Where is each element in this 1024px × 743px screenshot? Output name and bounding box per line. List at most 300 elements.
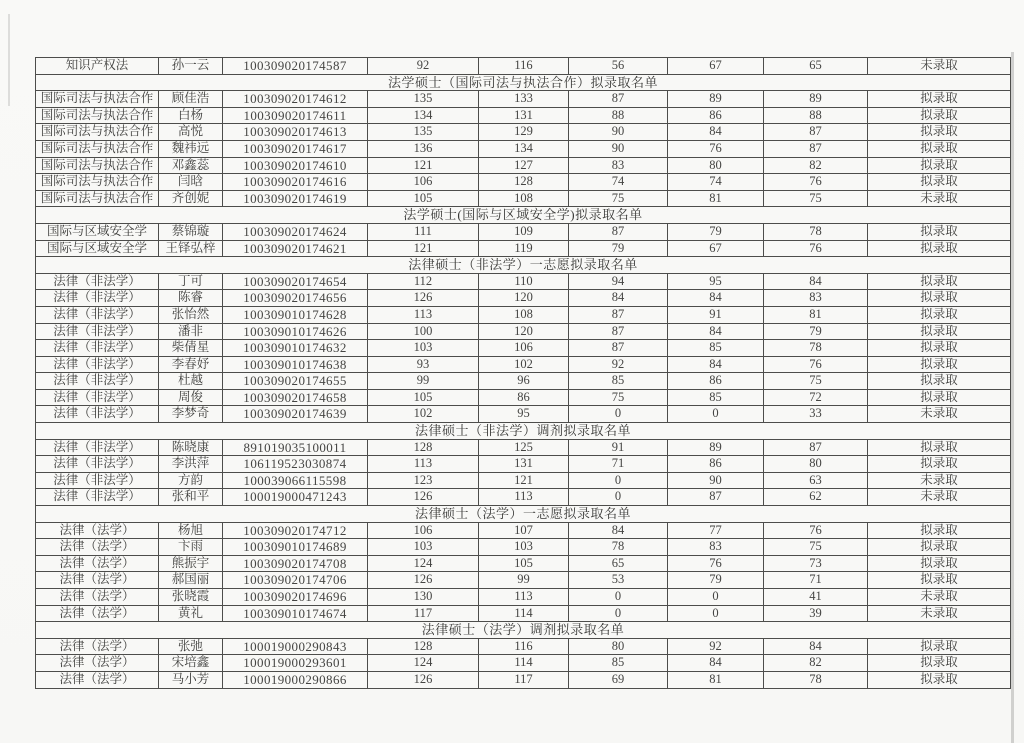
cell-candidate-id: 100309020174655 xyxy=(223,373,368,390)
cell-status: 拟录取 xyxy=(868,273,1011,290)
cell-name: 周俊 xyxy=(159,389,223,406)
cell-program: 法律（法学） xyxy=(36,605,159,622)
cell-score-5: 87 xyxy=(764,124,868,141)
cell-name: 闫晗 xyxy=(159,174,223,191)
cell-score-2: 133 xyxy=(479,91,569,108)
cell-score-3: 53 xyxy=(569,572,668,589)
cell-program: 国际司法与执法合作 xyxy=(36,174,159,191)
table-row xyxy=(36,472,1011,489)
section-header-row xyxy=(36,622,1011,639)
cell-score-1: 126 xyxy=(368,572,479,589)
cell-name: 宋培鑫 xyxy=(159,655,223,672)
cell-program: 国际与区域安全学 xyxy=(36,240,159,257)
cell-program: 法律（法学） xyxy=(36,555,159,572)
cell-score-1: 128 xyxy=(368,638,479,655)
cell-candidate-id: 100309010174628 xyxy=(223,306,368,323)
cell-score-1: 126 xyxy=(368,290,479,307)
cell-score-5: 78 xyxy=(764,340,868,357)
cell-score-5: 76 xyxy=(764,174,868,191)
cell-score-4: 0 xyxy=(668,605,764,622)
cell-score-3: 87 xyxy=(569,223,668,240)
cell-status: 拟录取 xyxy=(868,340,1011,357)
table-row xyxy=(36,290,1011,307)
section-header-row xyxy=(36,257,1011,274)
cell-score-1: 123 xyxy=(368,472,479,489)
cell-score-3: 80 xyxy=(569,638,668,655)
table-row xyxy=(36,655,1011,672)
cell-score-3: 87 xyxy=(569,91,668,108)
cell-name: 王铎弘梓 xyxy=(159,240,223,257)
table-row xyxy=(36,572,1011,589)
cell-score-2: 113 xyxy=(479,489,569,506)
cell-status: 拟录取 xyxy=(868,91,1011,108)
cell-program: 法律（法学） xyxy=(36,522,159,539)
cell-score-5: 39 xyxy=(764,605,868,622)
cell-candidate-id: 100309010174638 xyxy=(223,356,368,373)
cell-program: 法律（非法学） xyxy=(36,389,159,406)
cell-score-4: 89 xyxy=(668,439,764,456)
cell-score-5: 33 xyxy=(764,406,868,423)
cell-score-3: 65 xyxy=(569,555,668,572)
cell-score-3: 94 xyxy=(569,273,668,290)
cell-program: 法律（非法学） xyxy=(36,290,159,307)
cell-score-3: 75 xyxy=(569,389,668,406)
cell-score-2: 121 xyxy=(479,472,569,489)
cell-score-4: 76 xyxy=(668,555,764,572)
cell-score-4: 89 xyxy=(668,91,764,108)
table-row xyxy=(36,456,1011,473)
cell-score-4: 79 xyxy=(668,223,764,240)
cell-score-2: 99 xyxy=(479,572,569,589)
table-row xyxy=(36,605,1011,622)
cell-name: 张弛 xyxy=(159,638,223,655)
cell-score-5: 76 xyxy=(764,240,868,257)
table-row xyxy=(36,157,1011,174)
cell-score-1: 113 xyxy=(368,456,479,473)
cell-score-3: 0 xyxy=(569,472,668,489)
cell-candidate-id: 100019000293601 xyxy=(223,655,368,672)
cell-name: 杨旭 xyxy=(159,522,223,539)
cell-score-4: 81 xyxy=(668,671,764,688)
cell-score-1: 105 xyxy=(368,190,479,207)
cell-score-5: 84 xyxy=(764,638,868,655)
section-header-row xyxy=(36,506,1011,523)
cell-score-1: 103 xyxy=(368,539,479,556)
cell-status: 拟录取 xyxy=(868,555,1011,572)
cell-program: 国际与区域安全学 xyxy=(36,223,159,240)
cell-score-5: 62 xyxy=(764,489,868,506)
cell-candidate-id: 100309020174654 xyxy=(223,273,368,290)
cell-score-5: 88 xyxy=(764,107,868,124)
table-row xyxy=(36,58,1011,75)
cell-program: 法律（非法学） xyxy=(36,373,159,390)
cell-candidate-id: 100309020174611 xyxy=(223,107,368,124)
table-row xyxy=(36,107,1011,124)
cell-program: 法律（非法学） xyxy=(36,489,159,506)
cell-candidate-id: 100019000290843 xyxy=(223,638,368,655)
table-row xyxy=(36,91,1011,108)
cell-score-1: 92 xyxy=(368,58,479,75)
cell-name: 张和平 xyxy=(159,489,223,506)
cell-score-4: 86 xyxy=(668,373,764,390)
section-header-row xyxy=(36,74,1011,91)
cell-status: 拟录取 xyxy=(868,174,1011,191)
cell-score-1: 126 xyxy=(368,671,479,688)
section-title: 法律硕士（非法学）一志愿拟录取名单 xyxy=(36,257,1011,274)
cell-score-2: 131 xyxy=(479,456,569,473)
cell-program: 国际司法与执法合作 xyxy=(36,157,159,174)
admission-table-body xyxy=(36,58,1011,689)
cell-name: 卞雨 xyxy=(159,539,223,556)
cell-score-4: 85 xyxy=(668,389,764,406)
cell-score-1: 100 xyxy=(368,323,479,340)
cell-score-1: 117 xyxy=(368,605,479,622)
cell-score-3: 84 xyxy=(569,290,668,307)
cell-score-3: 75 xyxy=(569,190,668,207)
cell-score-1: 135 xyxy=(368,124,479,141)
cell-name: 邓鑫蕊 xyxy=(159,157,223,174)
cell-score-2: 114 xyxy=(479,655,569,672)
cell-candidate-id: 100309020174696 xyxy=(223,589,368,606)
table-row xyxy=(36,389,1011,406)
cell-status: 拟录取 xyxy=(868,572,1011,589)
table-row xyxy=(36,174,1011,191)
section-header-row xyxy=(36,423,1011,440)
cell-score-3: 79 xyxy=(569,240,668,257)
cell-candidate-id: 100309020174712 xyxy=(223,522,368,539)
cell-score-5: 75 xyxy=(764,190,868,207)
cell-score-5: 89 xyxy=(764,91,868,108)
cell-score-1: 128 xyxy=(368,439,479,456)
cell-status: 未录取 xyxy=(868,190,1011,207)
cell-score-5: 63 xyxy=(764,472,868,489)
table-row xyxy=(36,306,1011,323)
cell-score-2: 129 xyxy=(479,124,569,141)
cell-candidate-id: 100309020174610 xyxy=(223,157,368,174)
cell-score-2: 109 xyxy=(479,223,569,240)
cell-score-1: 112 xyxy=(368,273,479,290)
cell-name: 蔡锦璇 xyxy=(159,223,223,240)
cell-candidate-id: 100309020174613 xyxy=(223,124,368,141)
cell-program: 法律（法学） xyxy=(36,589,159,606)
cell-score-2: 116 xyxy=(479,638,569,655)
cell-score-4: 77 xyxy=(668,522,764,539)
cell-score-1: 111 xyxy=(368,223,479,240)
cell-candidate-id: 100309020174619 xyxy=(223,190,368,207)
cell-name: 白杨 xyxy=(159,107,223,124)
cell-score-3: 56 xyxy=(569,58,668,75)
cell-score-5: 79 xyxy=(764,323,868,340)
cell-score-2: 134 xyxy=(479,140,569,157)
cell-score-3: 0 xyxy=(569,589,668,606)
cell-score-3: 71 xyxy=(569,456,668,473)
cell-status: 未录取 xyxy=(868,605,1011,622)
table-row xyxy=(36,190,1011,207)
cell-score-3: 85 xyxy=(569,655,668,672)
cell-score-5: 76 xyxy=(764,522,868,539)
cell-candidate-id: 100309020174621 xyxy=(223,240,368,257)
cell-score-4: 91 xyxy=(668,306,764,323)
cell-status: 拟录取 xyxy=(868,157,1011,174)
table-row xyxy=(36,124,1011,141)
table-row xyxy=(36,406,1011,423)
table-row xyxy=(36,140,1011,157)
cell-score-2: 116 xyxy=(479,58,569,75)
cell-score-5: 73 xyxy=(764,555,868,572)
cell-score-4: 67 xyxy=(668,240,764,257)
cell-score-2: 105 xyxy=(479,555,569,572)
cell-program: 法律（非法学） xyxy=(36,323,159,340)
cell-candidate-id: 100309010174626 xyxy=(223,323,368,340)
cell-score-2: 120 xyxy=(479,323,569,340)
cell-program: 法律（法学） xyxy=(36,638,159,655)
cell-score-2: 117 xyxy=(479,671,569,688)
cell-score-4: 84 xyxy=(668,356,764,373)
cell-score-1: 124 xyxy=(368,555,479,572)
cell-candidate-id: 100309020174708 xyxy=(223,555,368,572)
cell-score-1: 106 xyxy=(368,174,479,191)
cell-program: 国际司法与执法合作 xyxy=(36,190,159,207)
section-title: 法学硕士(国际与区域安全学)拟录取名单 xyxy=(36,207,1011,224)
scan-artifact-left-edge xyxy=(8,14,10,106)
cell-program: 法律（非法学） xyxy=(36,273,159,290)
cell-program: 法律（非法学） xyxy=(36,456,159,473)
cell-score-2: 96 xyxy=(479,373,569,390)
cell-status: 拟录取 xyxy=(868,356,1011,373)
cell-score-2: 95 xyxy=(479,406,569,423)
cell-name: 黄礼 xyxy=(159,605,223,622)
cell-candidate-id: 100309020174656 xyxy=(223,290,368,307)
cell-score-2: 119 xyxy=(479,240,569,257)
table-row xyxy=(36,638,1011,655)
cell-candidate-id: 100309020174612 xyxy=(223,91,368,108)
cell-program: 法律（法学） xyxy=(36,572,159,589)
cell-candidate-id: 100019000471243 xyxy=(223,489,368,506)
section-header-row xyxy=(36,207,1011,224)
cell-status: 拟录取 xyxy=(868,223,1011,240)
cell-score-2: 107 xyxy=(479,522,569,539)
cell-score-4: 79 xyxy=(668,572,764,589)
cell-status: 拟录取 xyxy=(868,323,1011,340)
cell-score-5: 87 xyxy=(764,140,868,157)
admission-table xyxy=(35,57,1011,689)
cell-score-1: 126 xyxy=(368,489,479,506)
table-row xyxy=(36,340,1011,357)
cell-score-1: 136 xyxy=(368,140,479,157)
cell-name: 顾佳浩 xyxy=(159,91,223,108)
cell-score-1: 135 xyxy=(368,91,479,108)
cell-score-1: 99 xyxy=(368,373,479,390)
cell-score-3: 87 xyxy=(569,340,668,357)
cell-candidate-id: 100019000290866 xyxy=(223,671,368,688)
cell-score-4: 84 xyxy=(668,290,764,307)
cell-score-4: 76 xyxy=(668,140,764,157)
cell-status: 未录取 xyxy=(868,589,1011,606)
cell-score-2: 131 xyxy=(479,107,569,124)
cell-score-3: 0 xyxy=(569,406,668,423)
cell-score-4: 67 xyxy=(668,58,764,75)
cell-status: 拟录取 xyxy=(868,107,1011,124)
cell-score-5: 41 xyxy=(764,589,868,606)
table-row xyxy=(36,539,1011,556)
cell-score-3: 0 xyxy=(569,605,668,622)
cell-score-2: 86 xyxy=(479,389,569,406)
cell-score-2: 108 xyxy=(479,306,569,323)
cell-program: 国际司法与执法合作 xyxy=(36,124,159,141)
cell-score-2: 114 xyxy=(479,605,569,622)
cell-status: 未录取 xyxy=(868,58,1011,75)
cell-status: 拟录取 xyxy=(868,539,1011,556)
cell-score-2: 106 xyxy=(479,340,569,357)
cell-name: 陈睿 xyxy=(159,290,223,307)
cell-score-2: 108 xyxy=(479,190,569,207)
cell-score-1: 93 xyxy=(368,356,479,373)
table-row xyxy=(36,323,1011,340)
cell-score-5: 83 xyxy=(764,290,868,307)
cell-score-4: 90 xyxy=(668,472,764,489)
cell-name: 李春妤 xyxy=(159,356,223,373)
cell-score-4: 86 xyxy=(668,456,764,473)
cell-name: 高悦 xyxy=(159,124,223,141)
cell-score-5: 82 xyxy=(764,655,868,672)
cell-score-1: 134 xyxy=(368,107,479,124)
cell-program: 知识产权法 xyxy=(36,58,159,75)
cell-name: 陈晓康 xyxy=(159,439,223,456)
cell-score-4: 83 xyxy=(668,539,764,556)
cell-score-5: 72 xyxy=(764,389,868,406)
cell-score-3: 0 xyxy=(569,489,668,506)
cell-score-3: 92 xyxy=(569,356,668,373)
cell-score-2: 125 xyxy=(479,439,569,456)
section-title: 法学硕士（国际司法与执法合作）拟录取名单 xyxy=(36,74,1011,91)
table-row xyxy=(36,555,1011,572)
cell-candidate-id: 100309020174706 xyxy=(223,572,368,589)
cell-score-2: 120 xyxy=(479,290,569,307)
cell-score-2: 110 xyxy=(479,273,569,290)
cell-name: 柴倩星 xyxy=(159,340,223,357)
cell-score-5: 82 xyxy=(764,157,868,174)
cell-candidate-id: 100309010174689 xyxy=(223,539,368,556)
cell-score-2: 128 xyxy=(479,174,569,191)
cell-candidate-id: 100309020174658 xyxy=(223,389,368,406)
cell-score-3: 87 xyxy=(569,323,668,340)
cell-score-2: 127 xyxy=(479,157,569,174)
cell-status: 拟录取 xyxy=(868,389,1011,406)
table-row xyxy=(36,223,1011,240)
cell-score-4: 84 xyxy=(668,323,764,340)
cell-name: 丁可 xyxy=(159,273,223,290)
cell-score-5: 78 xyxy=(764,223,868,240)
table-row xyxy=(36,240,1011,257)
cell-score-3: 74 xyxy=(569,174,668,191)
cell-name: 魏祎远 xyxy=(159,140,223,157)
cell-score-5: 80 xyxy=(764,456,868,473)
cell-program: 法律（法学） xyxy=(36,655,159,672)
cell-score-3: 83 xyxy=(569,157,668,174)
cell-score-5: 71 xyxy=(764,572,868,589)
table-row xyxy=(36,671,1011,688)
table-row xyxy=(36,356,1011,373)
cell-score-4: 74 xyxy=(668,174,764,191)
cell-candidate-id: 100309010174674 xyxy=(223,605,368,622)
cell-status: 拟录取 xyxy=(868,124,1011,141)
cell-score-3: 87 xyxy=(569,306,668,323)
cell-score-5: 75 xyxy=(764,373,868,390)
cell-score-4: 95 xyxy=(668,273,764,290)
cell-program: 法律（法学） xyxy=(36,671,159,688)
cell-status: 拟录取 xyxy=(868,671,1011,688)
cell-name: 李洪萍 xyxy=(159,456,223,473)
cell-status: 拟录取 xyxy=(868,439,1011,456)
cell-name: 潘非 xyxy=(159,323,223,340)
cell-score-3: 90 xyxy=(569,124,668,141)
cell-name: 李梦奇 xyxy=(159,406,223,423)
cell-score-1: 121 xyxy=(368,240,479,257)
cell-score-1: 113 xyxy=(368,306,479,323)
cell-score-4: 86 xyxy=(668,107,764,124)
scan-artifact-right-edge xyxy=(1011,52,1014,743)
cell-program: 国际司法与执法合作 xyxy=(36,91,159,108)
cell-program: 法律（法学） xyxy=(36,539,159,556)
cell-name: 方韵 xyxy=(159,472,223,489)
cell-score-4: 92 xyxy=(668,638,764,655)
cell-score-4: 84 xyxy=(668,655,764,672)
cell-candidate-id: 891019035100011 xyxy=(223,439,368,456)
cell-score-5: 81 xyxy=(764,306,868,323)
cell-score-4: 80 xyxy=(668,157,764,174)
cell-name: 马小芳 xyxy=(159,671,223,688)
cell-candidate-id: 100309020174617 xyxy=(223,140,368,157)
table-row xyxy=(36,273,1011,290)
cell-status: 拟录取 xyxy=(868,638,1011,655)
cell-name: 张怡然 xyxy=(159,306,223,323)
cell-program: 法律（非法学） xyxy=(36,356,159,373)
cell-candidate-id: 106119523030874 xyxy=(223,456,368,473)
cell-score-2: 103 xyxy=(479,539,569,556)
cell-status: 未录取 xyxy=(868,489,1011,506)
cell-score-4: 84 xyxy=(668,124,764,141)
cell-status: 拟录取 xyxy=(868,456,1011,473)
cell-score-3: 78 xyxy=(569,539,668,556)
cell-score-4: 81 xyxy=(668,190,764,207)
cell-candidate-id: 100039066115598 xyxy=(223,472,368,489)
table-row xyxy=(36,489,1011,506)
cell-status: 拟录取 xyxy=(868,240,1011,257)
cell-name: 孙一云 xyxy=(159,58,223,75)
cell-program: 国际司法与执法合作 xyxy=(36,107,159,124)
cell-score-2: 113 xyxy=(479,589,569,606)
cell-program: 法律（非法学） xyxy=(36,406,159,423)
cell-score-3: 84 xyxy=(569,522,668,539)
cell-score-3: 88 xyxy=(569,107,668,124)
cell-status: 拟录取 xyxy=(868,306,1011,323)
table-row xyxy=(36,439,1011,456)
cell-score-3: 91 xyxy=(569,439,668,456)
cell-status: 拟录取 xyxy=(868,290,1011,307)
cell-score-5: 76 xyxy=(764,356,868,373)
cell-candidate-id: 100309020174639 xyxy=(223,406,368,423)
cell-score-5: 84 xyxy=(764,273,868,290)
cell-score-4: 87 xyxy=(668,489,764,506)
cell-score-4: 0 xyxy=(668,589,764,606)
section-title: 法律硕士（法学）调剂拟录取名单 xyxy=(36,622,1011,639)
table-row xyxy=(36,373,1011,390)
cell-score-1: 124 xyxy=(368,655,479,672)
cell-status: 拟录取 xyxy=(868,373,1011,390)
cell-status: 拟录取 xyxy=(868,655,1011,672)
cell-score-5: 87 xyxy=(764,439,868,456)
cell-candidate-id: 100309020174624 xyxy=(223,223,368,240)
